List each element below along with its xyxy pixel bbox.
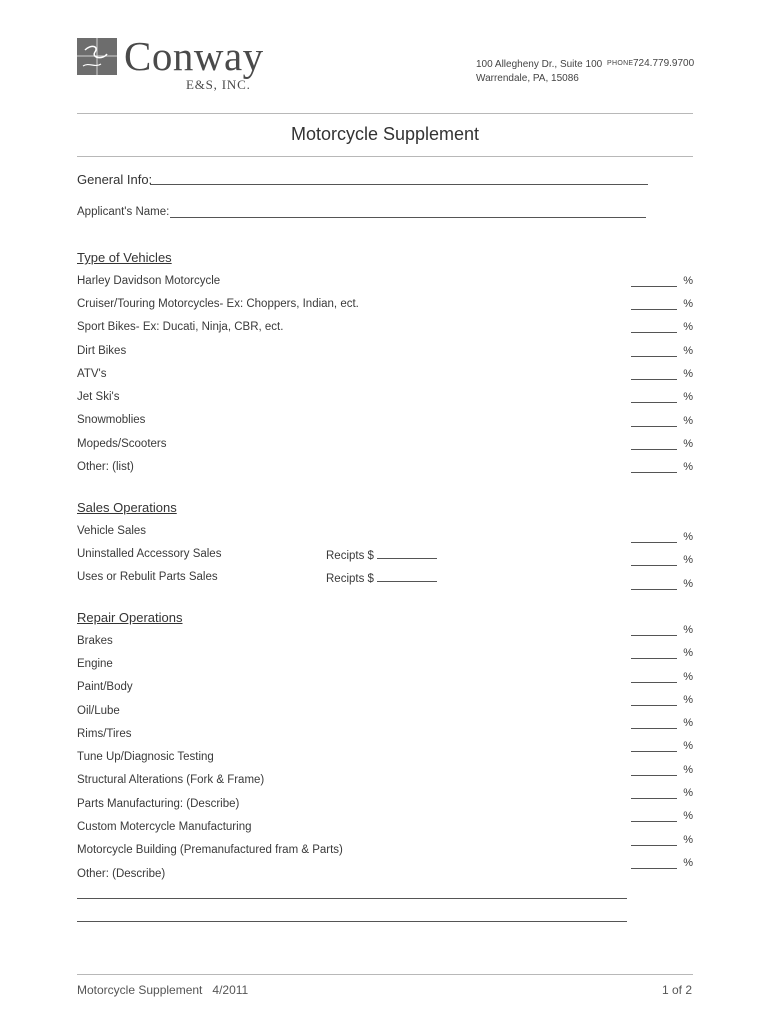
page-title: Motorcycle Supplement (290, 124, 480, 144)
vehicle-item: Jet Ski's (77, 391, 120, 403)
vehicle-percent-field[interactable]: % (631, 298, 693, 312)
repair-item: Tune Up/Diagnosic Testing (77, 751, 214, 763)
page-number: 1 of 2 (662, 983, 693, 997)
repair-percent-field[interactable]: % (631, 834, 693, 848)
repair-percent-field[interactable]: % (631, 671, 693, 685)
vehicle-item: Cruiser/Touring Motorcycles- Ex: Choppers, Indian, ect. (77, 298, 359, 310)
vehicle-percent-field[interactable]: % (631, 391, 693, 405)
vehicle-percent-field[interactable]: % (631, 461, 693, 475)
repair-percent-field[interactable]: % (631, 647, 693, 661)
general-info-field[interactable] (150, 184, 648, 185)
sales-item: Uses or Rebulit Parts Sales (77, 571, 218, 583)
sales-item: Uninstalled Accessory Sales (77, 548, 222, 560)
address-line-1: 100 Allegheny Dr., Suite 100 (476, 59, 603, 70)
repair-percent-field[interactable]: % (631, 764, 693, 778)
vehicle-item: Mopeds/Scooters (77, 438, 167, 450)
repair-percent-field[interactable]: % (631, 857, 693, 871)
repair-item: Motorcycle Building (Premanufactured fram & Parts) (77, 844, 343, 856)
vehicle-percent-field[interactable]: % (631, 275, 693, 289)
vehicle-item: Sport Bikes- Ex: Ducati, Ninja, CBR, ect. (77, 321, 284, 333)
vehicles-heading: Type of Vehicles (77, 250, 172, 265)
applicant-name-field[interactable] (170, 217, 646, 218)
vehicle-percent-field[interactable]: % (631, 415, 693, 429)
header-divider-top (77, 113, 693, 114)
repair-item: Rims/Tires (77, 728, 132, 740)
phone-label: PHONE (607, 60, 634, 67)
repair-item: Paint/Body (77, 681, 133, 693)
repair-percent-field[interactable]: % (631, 717, 693, 731)
footer-form-id: Motorcycle Supplement 4/2011 (77, 983, 249, 997)
phone-number: 724.779.9700 (633, 58, 695, 69)
repair-item: Structural Alterations (Fork & Frame) (77, 774, 265, 786)
sales-percent-field[interactable]: % (631, 554, 693, 568)
describe-line[interactable] (77, 921, 627, 922)
recipts-field[interactable]: Recipts $ (326, 548, 437, 562)
repair-percent-field[interactable]: % (631, 624, 693, 638)
header-divider-bottom (77, 156, 693, 157)
vehicle-item: Other: (list) (77, 461, 134, 473)
vehicle-percent-field[interactable]: % (631, 345, 693, 359)
repair-item: Oil/Lube (77, 705, 120, 717)
vehicle-percent-field[interactable]: % (631, 321, 693, 335)
general-info-heading: General Info: (77, 172, 153, 187)
repair-percent-field[interactable]: % (631, 810, 693, 824)
repair-percent-field[interactable]: % (631, 787, 693, 801)
vehicle-item: Snowmoblies (77, 414, 146, 426)
repair-item: Other: (Describe) (77, 868, 166, 880)
vehicle-percent-field[interactable]: % (631, 438, 693, 452)
repair-percent-field[interactable]: % (631, 740, 693, 754)
sales-percent-field[interactable]: % (631, 578, 693, 592)
repair-item: Engine (77, 658, 113, 670)
vehicle-item: Dirt Bikes (77, 345, 127, 357)
address-block (476, 58, 602, 86)
describe-line[interactable] (77, 898, 627, 899)
repair-item: Custom Motercycle Manufacturing (77, 821, 252, 833)
repair-item: Parts Manufacturing: (Describe) (77, 798, 240, 810)
logo-mark (77, 38, 117, 75)
recipts-field[interactable]: Recipts $ (326, 571, 437, 585)
sales-percent-field[interactable]: % (631, 531, 693, 545)
logo-subtitle: E&S, INC. (186, 77, 251, 92)
vehicle-item: Harley Davidson Motorcycle (77, 275, 221, 287)
footer-divider (77, 974, 693, 975)
applicant-name-label: Applicant's Name: (77, 206, 170, 218)
sales-item: Vehicle Sales (77, 525, 147, 537)
vehicle-percent-field[interactable]: % (631, 368, 693, 382)
address-line-2: Warrendale, PA, 15086 (476, 73, 579, 84)
logo-wordmark: Conway (124, 33, 264, 79)
repair-percent-field[interactable]: % (631, 694, 693, 708)
repair-heading: Repair Operations (77, 610, 183, 625)
repair-item: Brakes (77, 635, 113, 647)
sales-heading: Sales Operations (77, 500, 177, 515)
vehicle-item: ATV's (77, 368, 107, 380)
